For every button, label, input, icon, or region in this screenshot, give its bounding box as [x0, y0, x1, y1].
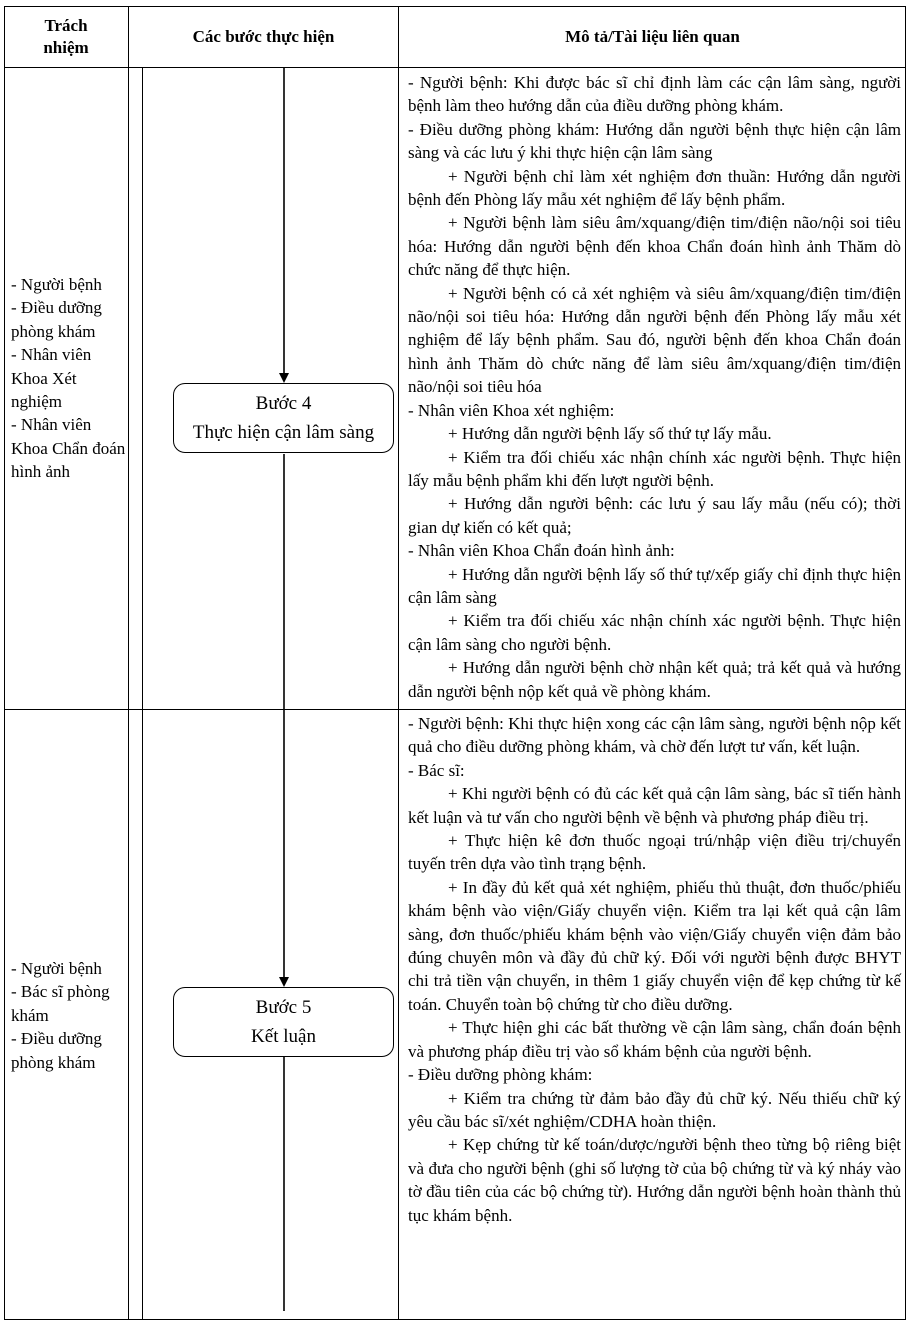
description-line: + Thực hiện kê đơn thuốc ngoại trú/nhập viện điều trị/chuyển tuyến trên dựa vào tình trạng bệnh.: [408, 831, 901, 874]
step-5-number: Bước 5: [255, 997, 312, 1018]
description-line: + Người bệnh làm siêu âm/xquang/điện tim/điện não/nội soi tiêu hóa: Hướng dẫn người bệnh đến khoa Chẩn đoán hình ảnh Thăm dò chức năng để thực hiện.: [408, 213, 901, 280]
description-line: + Kẹp chứng từ kế toán/dược/người bệnh theo từng bộ riêng biệt và đưa cho người bệnh (ghi số lượng tờ của bộ chứng từ và ký nháy vào tờ đầu tiên của các bộ chứng từ). Hướng dẫn người bệnh hoàn thành thủ tục khám bệnh.: [408, 1135, 901, 1225]
step-4-name: Thực hiện cận lâm sàng: [192, 422, 375, 443]
step-5-box: [173, 987, 394, 1057]
step-4-box: [173, 383, 394, 453]
description-line: + Kiểm tra chứng từ đảm bảo đầy đủ chữ ký. Nếu thiếu chữ ký yêu cầu bác sĩ/xét nghiệm/CDHA hoàn thiện.: [408, 1088, 901, 1131]
description-line: + Khi người bệnh có đủ các kết quả cận lâm sàng, bác sĩ tiến hành kết luận và tư vấn cho người bệnh về bệnh và phương pháp điều trị.: [408, 784, 901, 827]
responsibility-item: - Người bệnh: [11, 959, 102, 978]
description-line: + Hướng dẫn người bệnh lấy số thứ tự/xếp giấy chỉ định thực hiện cận lâm sàng: [408, 564, 901, 607]
row-2-description: [408, 712, 901, 1227]
description-line: - Nhân viên Khoa Chẩn đoán hình ảnh:: [408, 541, 675, 561]
responsibility-item: - Nhân viên Khoa Chẩn đoán hình ảnh: [11, 415, 126, 482]
description-line: + Hướng dẫn người bệnh chờ nhận kết quả; trả kết quả và hướng dẫn người bệnh nộp kết quả về phòng khám.: [408, 658, 901, 701]
description-line: - Điều dưỡng phòng khám:: [408, 1065, 593, 1085]
description-line: - Người bệnh: Khi được bác sĩ chỉ định làm các cận lâm sàng, người bệnh làm theo hướng dẫn của điều dưỡng phòng khám.: [408, 73, 901, 116]
row-1-description: [408, 71, 901, 703]
description-line: + Người bệnh chỉ làm xét nghiệm đơn thuần: Hướng dẫn người bệnh đến Phòng lấy mẫu xét nghiệm để lấy bệnh phẩm.: [408, 166, 901, 210]
row-1-responsibility: [11, 273, 126, 484]
header-description: Mô tả/Tài liệu liên quan: [565, 26, 740, 46]
description-line: - Điều dưỡng phòng khám: Hướng dẫn người bệnh thực hiện cận lâm sàng và các lưu ý khi thực hiện cận lâm sàng: [408, 119, 901, 163]
responsibility-item: - Nhân viên Khoa Xét nghiệm: [11, 345, 92, 412]
description-line: + Kiểm tra đối chiếu xác nhận chính xác người bệnh. Thực hiện cận lâm sàng cho người bệnh.: [408, 611, 901, 654]
description-line: + Thực hiện ghi các bất thường về cận lâm sàng, chẩn đoán bệnh và phương pháp điều trị vào sổ khám bệnh của người bệnh.: [408, 1018, 901, 1061]
step-4-number: Bước 4: [255, 393, 312, 414]
header-steps: Các bước thực hiện: [192, 26, 335, 46]
row-2-responsibility: [11, 957, 126, 1074]
responsibility-item: - Bác sĩ phòng khám: [11, 982, 110, 1025]
description-line: - Người bệnh: Khi thực hiện xong các cận lâm sàng, người bệnh nộp kết quả cho điều dưỡng phòng khám, và chờ đến lượt tư vấn, kết luận.: [408, 714, 901, 757]
description-line: + Người bệnh có cả xét nghiệm và siêu âm/xquang/điện tim/điện não/nội soi tiêu hóa: Hướng dẫn người bệnh đến Phòng lấy mẫu xét nghiệm để lấy bệnh phẩm. Sau đó, người bệnh đến khoa Chẩn đoán hình ảnh Thăm dò chức năng để làm siêu âm/xquang/điện tim/điện não/nội soi tiêu hóa: [408, 283, 901, 397]
header-responsibility: Trách nhiệm: [43, 16, 89, 57]
description-line: - Bác sĩ:: [408, 760, 465, 780]
responsibility-item: - Người bệnh: [11, 275, 102, 294]
description-line: + Hướng dẫn người bệnh: các lưu ý sau lấy mẫu (nếu có); thời gian dự kiến có kết quả;: [408, 494, 901, 537]
description-line: - Nhân viên Khoa xét nghiệm:: [408, 400, 615, 420]
step-5-name: Kết luận: [251, 1026, 316, 1047]
description-line: + Kiểm tra đối chiếu xác nhận chính xác người bệnh. Thực hiện lấy mẫu bệnh phẩm khi đến lượt người bệnh.: [408, 447, 901, 490]
description-line: + In đầy đủ kết quả xét nghiệm, phiếu thủ thuật, đơn thuốc/phiếu khám bệnh vào viện/Giấy chuyển viện. Kiểm tra lại kết quả cận lâm sàng, đơn thuốc/phiếu khám bệnh vào viện/Giấy chuyển viện đảm bảo đúng chuyên môn và đầy đủ chữ ký. Đối với người bệnh được BHYT chi trả tiền vận chuyển, in thêm 1 giấy chuyển viện để kẹp chứng từ kế toán. Chuyển toàn bộ chứng từ cho điều dưỡng.: [408, 877, 901, 1014]
responsibility-item: - Điều dưỡng phòng khám: [11, 298, 102, 341]
responsibility-item: - Điều dưỡng phòng khám: [11, 1029, 102, 1072]
description-line: + Hướng dẫn người bệnh lấy số thứ tự lấy mẫu.: [448, 424, 772, 444]
